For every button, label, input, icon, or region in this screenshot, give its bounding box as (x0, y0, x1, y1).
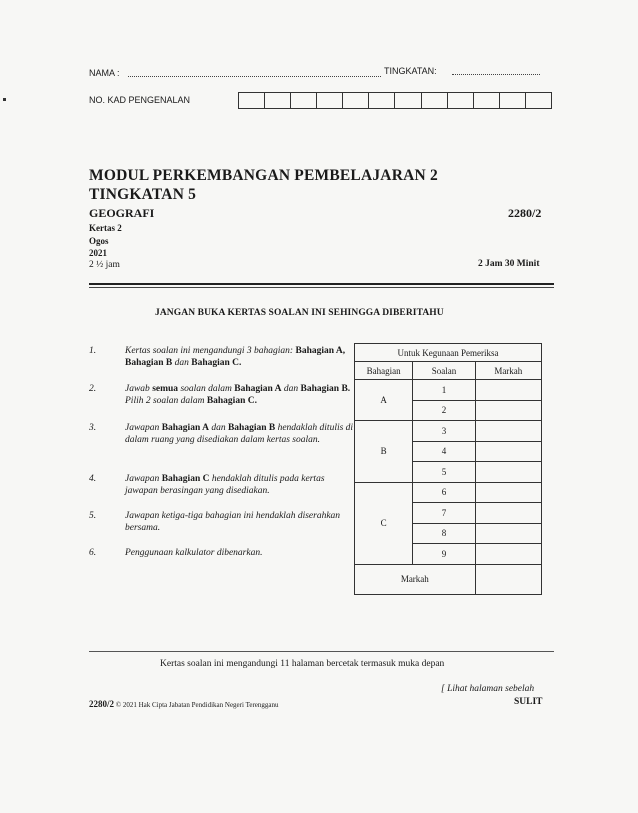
marks-table-header: Soalan (413, 362, 475, 380)
question-cell: 7 (413, 503, 475, 524)
instruction-number: 1. (89, 346, 97, 356)
instruction-text: Kertas soalan ini mengandungi 3 bahagian: Bahagian A, Bahagian B dan Bahagian C. (125, 346, 346, 368)
form-title: TINGKATAN 5 (89, 186, 197, 203)
question-cell: 8 (413, 523, 475, 544)
footer-code: 2280/2 (89, 699, 115, 709)
copyright-line (89, 699, 279, 709)
marks-table-header: Bahagian (355, 362, 413, 380)
mark-entry-cell[interactable] (475, 544, 541, 565)
paper-code: 2280/2 (508, 206, 542, 220)
kad-pengenalan-boxes[interactable] (238, 92, 552, 109)
kad-digit-box[interactable] (343, 93, 369, 108)
nama-field[interactable] (128, 76, 381, 77)
question-cell: 1 (413, 380, 475, 401)
mark-entry-cell[interactable] (475, 482, 541, 503)
marks-table-title: Untuk Kegunaan Pemeriksa (355, 344, 542, 362)
scan-mark (3, 98, 6, 101)
marks-table-header: Markah (475, 362, 541, 380)
kad-digit-box[interactable] (369, 93, 395, 108)
total-mark-label: Markah (355, 564, 476, 594)
module-title: MODUL PERKEMBANGAN PEMBELAJARAN 2 (89, 167, 438, 184)
tingkatan-label: TINGKATAN: (384, 66, 437, 76)
next-page-note: [ Lihat halaman sebelah (441, 684, 535, 694)
instruction-number: 2. (89, 384, 97, 394)
mark-entry-cell[interactable] (475, 441, 541, 462)
kad-digit-box[interactable] (526, 93, 551, 108)
instruction-number: 6. (89, 548, 97, 558)
instruction-number: 5. (89, 511, 97, 521)
paper-number: Kertas 2 (89, 223, 122, 233)
footer-copyright: © 2021 Hak Cipta Jabatan Pendidikan Negeri Terengganu (115, 701, 279, 709)
question-cell: 4 (413, 441, 475, 462)
title-divider-thick (89, 283, 554, 285)
nama-label: NAMA : (89, 68, 120, 78)
page-count-note: Kertas soalan ini mengandungi 11 halaman bercetak termasuk muka depan (160, 659, 445, 669)
instruction-text: Jawab semua soalan dalam Bahagian A dan Bahagian B. Pilih 2 soalan dalam Bahagian C. (125, 384, 351, 406)
duration-short: 2 ½ jam (89, 260, 120, 270)
duration-long: 2 Jam 30 Minit (478, 259, 540, 269)
marks-table-row (355, 380, 542, 401)
instruction-text: Jawapan Bahagian A dan Bahagian B hendaklah ditulis di dalam ruang yang disediakan dalam kertas soalan. (125, 423, 354, 445)
examiner-marks-table (354, 343, 542, 595)
question-cell: 3 (413, 421, 475, 442)
marks-table-row (355, 482, 542, 503)
kad-digit-box[interactable] (422, 93, 448, 108)
instruction-number: 4. (89, 474, 97, 484)
section-cell: C (355, 482, 413, 564)
instruction-text: Jawapan Bahagian C hendaklah ditulis pada kertas jawapan berasingan yang disediakan. (125, 474, 325, 496)
exam-year: 2021 (89, 248, 107, 258)
mark-entry-cell[interactable] (475, 400, 541, 421)
kad-digit-box[interactable] (500, 93, 526, 108)
warning-notice: JANGAN BUKA KERTAS SOALAN INI SEHINGGA DIBERITAHU (155, 308, 444, 318)
instruction-text: Penggunaan kalkulator dibenarkan. (125, 548, 263, 558)
kad-digit-box[interactable] (448, 93, 474, 108)
mark-entry-cell[interactable] (475, 380, 541, 401)
mark-entry-cell[interactable] (475, 421, 541, 442)
question-cell: 2 (413, 400, 475, 421)
footer-divider (89, 651, 554, 652)
section-cell: B (355, 421, 413, 483)
kad-digit-box[interactable] (474, 93, 500, 108)
kad-digit-box[interactable] (291, 93, 317, 108)
tingkatan-field[interactable] (452, 74, 540, 75)
section-cell: A (355, 380, 413, 421)
question-cell: 6 (413, 482, 475, 503)
title-divider-thin (89, 287, 554, 288)
question-cell: 9 (413, 544, 475, 565)
marks-table-row (355, 421, 542, 442)
instruction-text: Jawapan ketiga-tiga bahagian ini hendaklah diserahkan bersama. (125, 511, 341, 533)
total-mark-entry[interactable] (475, 564, 541, 594)
mark-entry-cell[interactable] (475, 462, 541, 483)
sulit-label: SULIT (514, 697, 543, 707)
mark-entry-cell[interactable] (475, 523, 541, 544)
question-cell: 5 (413, 462, 475, 483)
mark-entry-cell[interactable] (475, 503, 541, 524)
instruction-number: 3. (89, 423, 97, 433)
exam-month: Ogos (89, 236, 109, 246)
kad-digit-box[interactable] (239, 93, 265, 108)
kad-digit-box[interactable] (265, 93, 291, 108)
subject-title: GEOGRAFI (89, 206, 155, 220)
kad-pengenalan-label: NO. KAD PENGENALAN (89, 95, 191, 105)
kad-digit-box[interactable] (395, 93, 421, 108)
kad-digit-box[interactable] (317, 93, 343, 108)
